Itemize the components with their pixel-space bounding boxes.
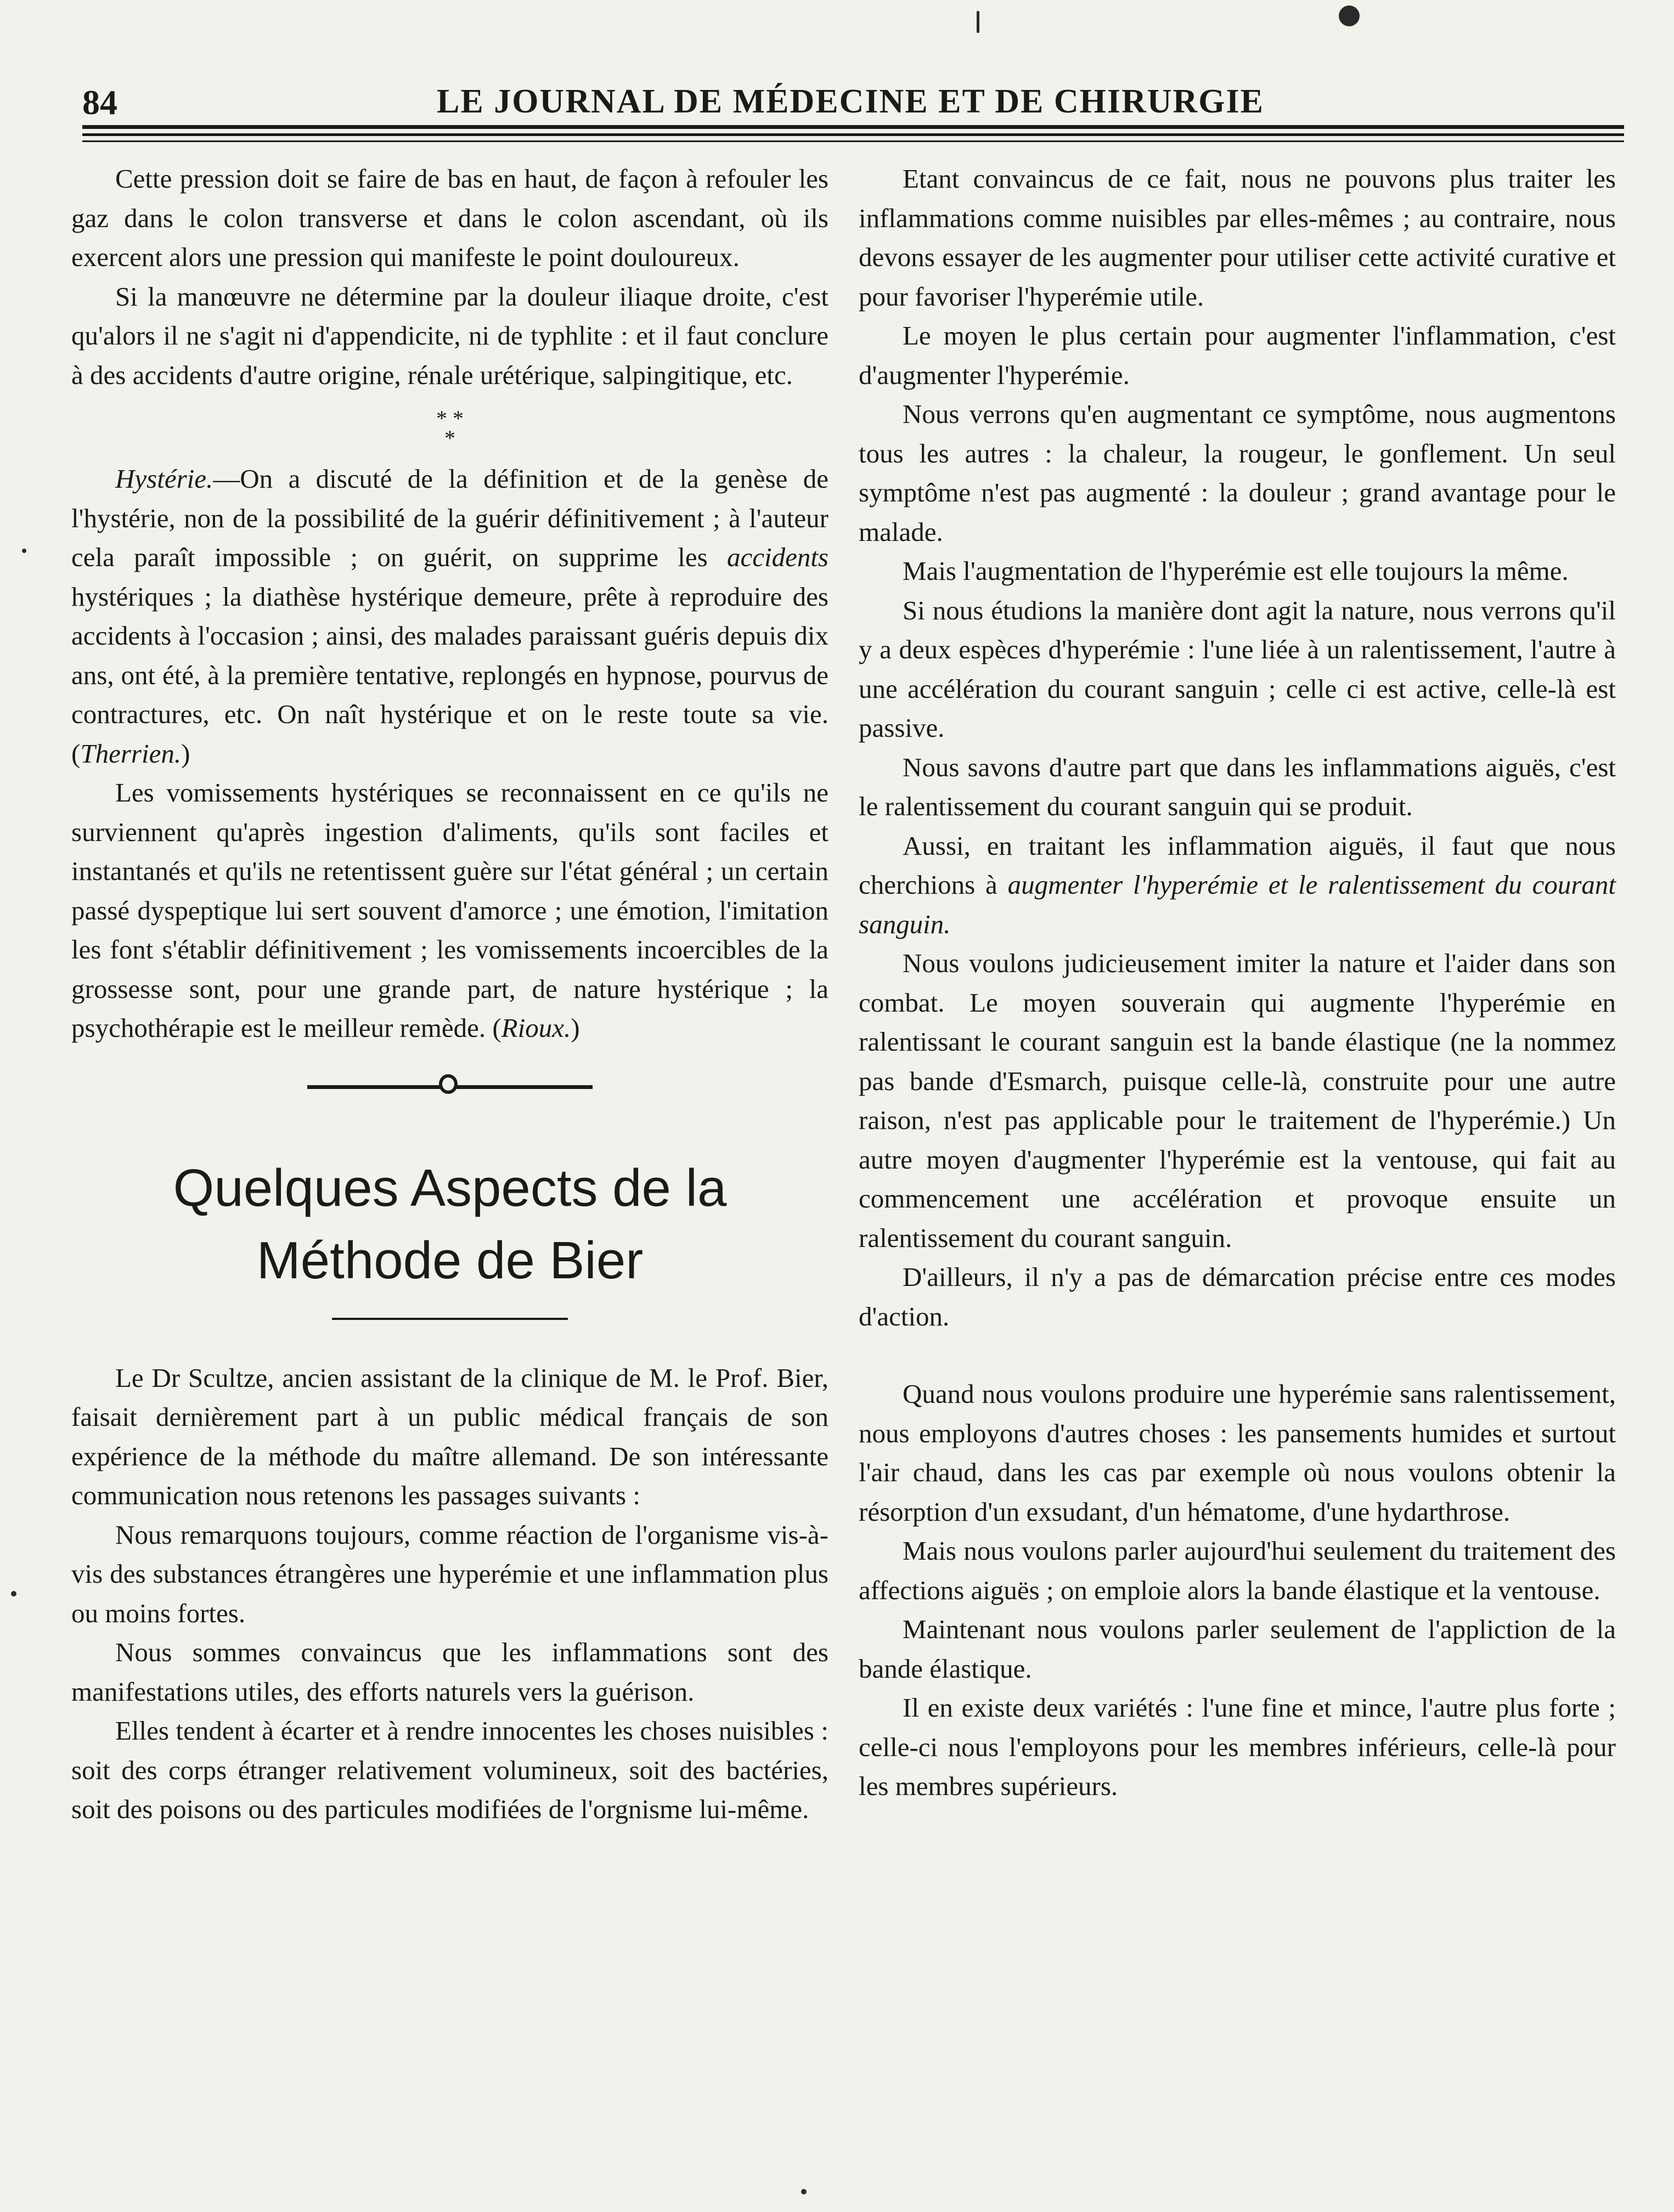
- asterism: [71, 406, 828, 450]
- article-title-line: Méthode de Bier: [256, 1231, 644, 1290]
- asterism-bottom: *: [444, 426, 455, 450]
- paragraph: Nous savons d'autre part que dans les inflammations aiguës, c'est le ralentissement du courant sanguin qui se produit.: [859, 752, 1616, 821]
- vomit-paragraph: [71, 773, 828, 1048]
- page-number: 84: [82, 83, 117, 122]
- hysteria-paragraph: [71, 459, 828, 773]
- section-divider: [71, 1070, 828, 1103]
- author-citation: Rioux.: [501, 1013, 571, 1043]
- header-rule: [82, 125, 1624, 129]
- ink-speck: [22, 549, 26, 553]
- accidents-word: accidents: [726, 542, 828, 572]
- left-column: [71, 159, 828, 1829]
- paragraph: Il en existe deux variétés : l'une fine et mince, l'autre plus forte ; celle-ci nous l'employons pour les membres inférieurs, celle-là pour les membres supérieurs.: [859, 1692, 1616, 1801]
- page-header: [82, 82, 1619, 132]
- paragraph-text: Aussi, en traitant les inflammation aiguës, il faut que nous cherchions à: [859, 830, 1616, 900]
- author-citation: Therrien.: [80, 738, 182, 769]
- paragraph: Nous verrons qu'en augmentant ce symptôme, nous augmentons tous les autres : la chaleur, la rougeur, le gonflement. Un seul symptôme n'est pas augmenté : la douleur ; grand avantage pour le malade.: [859, 399, 1616, 547]
- paragraph: Si la manœuvre ne détermine par la douleur iliaque droite, c'est qu'alors il ne s'agit ni d'appendicite, ni de typhlite : et il faut conclure à des accidents d'autre origine, rénale urétérique, salpingitique, etc.: [71, 281, 828, 390]
- paragraph: Elles tendent à écarter et à rendre innocentes les choses nuisibles : soit des corps étranger relativement volumineux, soit des bactéries, soit des poisons ou des particules modifiées de l'orgnisme lui-même.: [71, 1716, 828, 1824]
- ink-speck: [977, 11, 979, 33]
- article-title-line: Quelques Aspects de la: [173, 1158, 727, 1217]
- paragraph: Etant convaincus de ce fait, nous ne pouvons plus traiter les inflammations comme nuisibles par elles-mêmes ; au contraire, nous devons essayer de les augmenter pour utiliser cette activité curative et pour favoriser l'hyperémie utile.: [859, 163, 1616, 312]
- ink-speck: [11, 1591, 16, 1596]
- paragraph: [859, 826, 1616, 944]
- paragraph: Si nous étudions la manière dont agit la nature, nous verrons qu'il y a deux espèces d'hyperémie : l'une liée à un ralentissement, l'autre à une accélération du courant sanguin ; celle ci est active, celle-là est passive.: [859, 595, 1616, 743]
- paragraph: Cette pression doit se faire de bas en haut, de façon à refouler les gaz dans le colon transverse et dans le colon ascendant, où ils exercent alors une pression qui manifeste le point douloureux.: [71, 163, 828, 272]
- hysteria-text: hystériques ; la diathèse hystérique demeure, prête à reproduire des accidents à l'occasion ; ainsi, des malades paraissant guéris depuis dix ans, ont été, à la première tentative, replongés en hypnose, pourvus de contractures, etc. On naît hystérique et on le reste toute sa vie. (: [71, 581, 828, 769]
- paragraph: Nous voulons judicieusement imiter la nature et l'aider dans son combat. Le moyen souverain qui augmente l'hyperémie en ralentissant le courant sanguin est la bande élastique (ne la nommez pas bande d'Esmarch, puisque celle-là, construite pour une autre raison, n'est pas applicable pour le traitement de l'hyperémie.) Un autre moyen d'augmenter l'hyperémie est la ventouse, qui fait au commencement une accélération et provoque ensuite un ralentissement du courant sanguin.: [859, 948, 1616, 1253]
- article-title: [71, 1152, 828, 1297]
- hysteria-label: Hystérie.: [115, 464, 213, 494]
- vomit-text: ): [571, 1013, 580, 1043]
- vomit-text: Les vomissements hystériques se reconnaissent en ce qu'ils ne surviennent qu'après ingestion d'aliments, qu'ils sont faciles et instantanés et qu'ils ne retentissent guère sur l'état général ; un certain passé dyspeptique lui sert souvent d'amorce ; une émotion, l'imitation les font s'établir définitivement ; les vomissements incoercibles de la grossesse sont, pour une grande part, de nature hystérique ; la psychothérapie est le meilleur remède. (: [71, 777, 828, 1043]
- paragraph: Quand nous voulons produire une hyperémie sans ralentissement, nous employons d'autres choses : les pansements humides et surtout l'air chaud, dans les cas par exemple où nous voulons obtenir la résorption d'un exsudant, d'un hématome, d'une hydarthrose.: [859, 1379, 1616, 1527]
- divider-ornament: [439, 1074, 458, 1094]
- header-rules: [82, 125, 1624, 146]
- paragraph: D'ailleurs, il n'y a pas de démarcation précise entre ces modes d'action.: [859, 1262, 1616, 1331]
- right-column: [859, 159, 1616, 1806]
- title-underline: [332, 1318, 568, 1320]
- ink-blot: [1339, 5, 1360, 26]
- hysteria-text: —On a discuté de la définition et de la genèse de l'hystérie, non de la possibilité de la guérir définitivement ; à l'auteur cela paraît impossible ; on guérit, on supprime les: [71, 464, 828, 572]
- ink-speck: [801, 2189, 807, 2194]
- paragraph: Mais l'augmentation de l'hyperémie est elle toujours la même.: [903, 556, 1569, 586]
- hysteria-text: ): [181, 738, 190, 769]
- paragraph: Le moyen le plus certain pour augmenter l'inflammation, c'est d'augmenter l'hyperémie.: [859, 320, 1616, 390]
- asterism-top: * *: [436, 406, 464, 431]
- paragraph: Nous sommes convaincus que les inflammations sont des manifestations utiles, des efforts naturels vers la guérison.: [71, 1637, 828, 1707]
- header-rule: [82, 140, 1624, 142]
- paragraph: Nous remarquons toujours, comme réaction de l'organisme vis-à-vis des substances étrangères une hyperémie et une inflammation plus ou moins fortes.: [71, 1519, 828, 1628]
- paragraph: Maintenant nous voulons parler seulement de l'appliction de la bande élastique.: [859, 1614, 1616, 1684]
- paragraph: Mais nous voulons parler aujourd'hui seulement du traitement des affections aiguës ; on emploie alors la bande élastique et la ventouse.: [859, 1536, 1616, 1605]
- paragraph: Le Dr Scultze, ancien assistant de la clinique de M. le Prof. Bier, faisait dernièrement part à un public médical français de son expérience de la méthode du maître allemand. De son intéressante communication nous retenons les passages suivants :: [71, 1362, 828, 1510]
- header-rule: [82, 133, 1624, 136]
- emphasis: augmenter l'hyperémie et le ralentissement du courant sanguin.: [859, 870, 1616, 939]
- running-title: LE JOURNAL DE MÉDECINE ET DE CHIRURGIE: [437, 83, 1264, 120]
